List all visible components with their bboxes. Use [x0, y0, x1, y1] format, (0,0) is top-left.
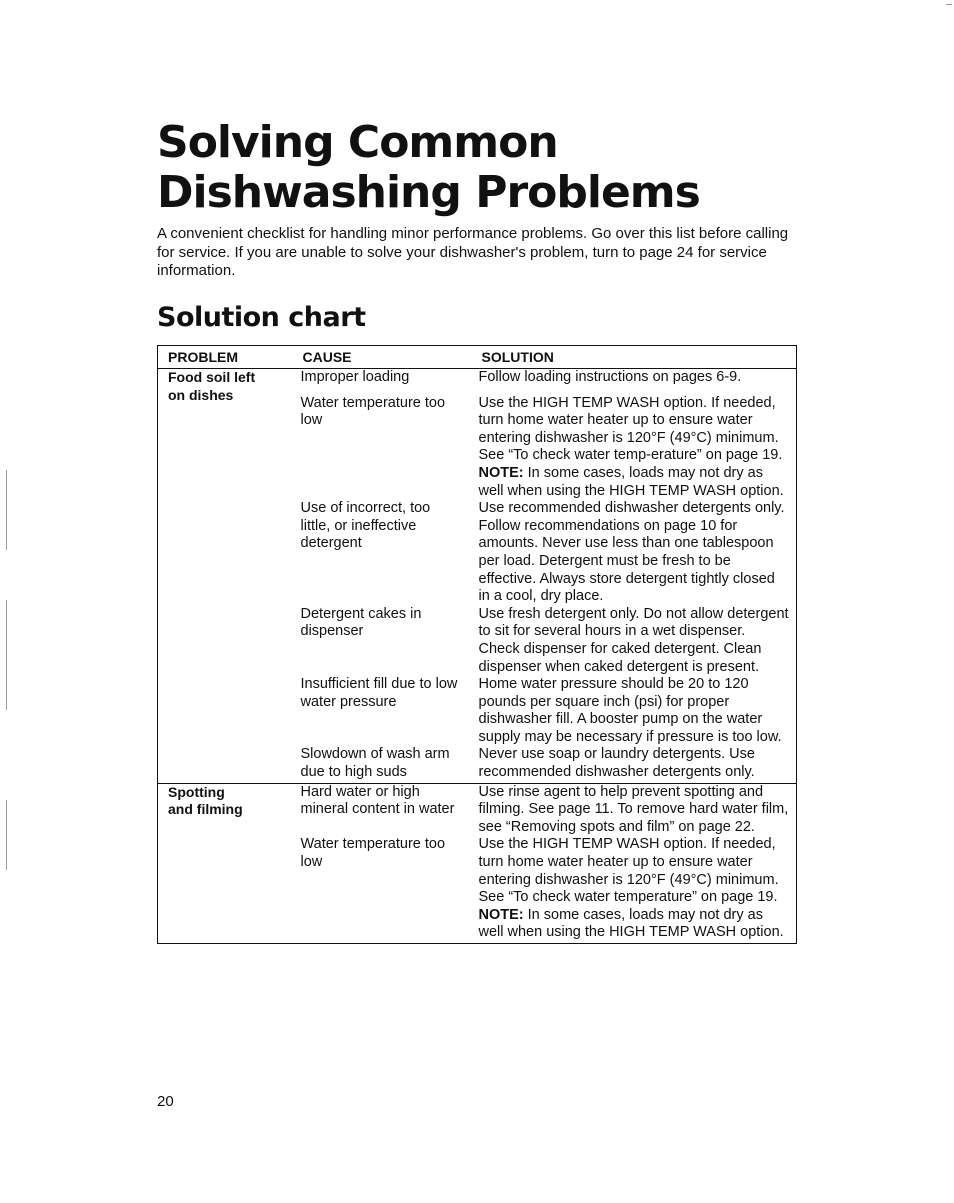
solution-cell: Never use soap or laundry detergents. Use recommended dishwasher detergents only. — [478, 746, 755, 781]
page-title-line-2: Dishwashing Problems — [157, 167, 700, 218]
solution-text: In some cases, loads may not dry as well when using the HIGH TEMP WASH option. — [478, 464, 784, 499]
solution-text: Use the HIGH TEMP WASH option. If needed, turn home water heater up to ensure water entering dishwasher is 120°F (49°C) minimum. See “To check water temperature” on page 19. — [478, 836, 779, 906]
solution-cell: Use recommended dishwasher detergents only. Follow recommendations on page 10 for amounts. Never use less than one tablespoon per load. Detergent must be fresh to be effective. Always store detergent tightly closed in a cool, dry place. — [478, 500, 785, 605]
section-heading: Solution chart — [157, 302, 366, 333]
intro-paragraph: A convenient checklist for handling minor performance problems. Go over this list before calling for service. If you are unable to solve your dishwasher's problem, turn to page 24 for service information. — [157, 225, 789, 279]
solution-text: Use the HIGH TEMP WASH option. If needed, turn home water heater up to ensure water entering dishwasher is 120°F (49°C) minimum. See “To check water temp-erature” on page 19. — [478, 394, 783, 464]
scan-margin-mark — [6, 470, 7, 550]
column-header-solution: SOLUTION — [469, 346, 797, 369]
cause-cell: Water temperature too low — [300, 836, 446, 871]
problem-cell — [158, 783, 291, 943]
note-label: NOTE: — [478, 464, 524, 481]
problem-label: Food soil left — [168, 369, 256, 385]
page-title — [157, 118, 700, 218]
solution-cell: Use fresh detergent only. Do not allow detergent to sit for several hours in a wet dispenser. Check dispenser for caked detergent. Clean dispenser when caked detergent is present. — [478, 605, 789, 675]
problem-cell — [158, 369, 291, 784]
scan-margin-mark — [6, 800, 7, 870]
column-header-cause: CAUSE — [291, 346, 469, 369]
problem-label: and filming — [168, 801, 243, 818]
solution-cell: Follow loading instructions on pages 6-9. — [478, 369, 742, 385]
solution-cell: Use rinse agent to help prevent spotting and filming. See page 11. To remove hard water film, see “Removing spots and film” on page 22. — [469, 783, 797, 836]
scan-margin-mark — [6, 600, 7, 710]
cause-cell: Use of incorrect, too little, or ineffective detergent — [300, 500, 431, 552]
note-label: NOTE: — [478, 906, 524, 923]
solution-chart-table — [157, 345, 797, 944]
cause-cell: Slowdown of wash arm due to high suds — [300, 746, 450, 781]
scan-corner-mark — [946, 4, 952, 5]
cause-cell: Hard water or high mineral content in water — [291, 783, 469, 836]
table-row — [158, 369, 797, 395]
problem-label: Spotting — [168, 783, 225, 800]
cause-cell: Improper loading — [300, 369, 410, 385]
problem-label: on dishes — [168, 386, 234, 403]
cause-cell: Water temperature too low — [300, 394, 446, 429]
table-row — [158, 783, 797, 836]
solution-cell — [469, 836, 797, 943]
table-header-row — [158, 346, 797, 369]
page-number: 20 — [157, 1093, 174, 1110]
cause-cell: Detergent cakes in dispenser — [300, 605, 422, 640]
solution-text: In some cases, loads may not dry as well when using the HIGH TEMP WASH option. — [478, 906, 784, 941]
page-title-line-1: Solving Common — [157, 117, 558, 168]
solution-cell — [469, 395, 797, 501]
solution-cell: Home water pressure should be 20 to 120 pounds per square inch (psi) for proper dishwasher fill. A booster pump on the water supply may be necessary if pressure is too low. — [478, 676, 782, 745]
cause-cell: Insufficient fill due to low water pressure — [300, 676, 458, 710]
column-header-problem: PROBLEM — [158, 346, 291, 369]
